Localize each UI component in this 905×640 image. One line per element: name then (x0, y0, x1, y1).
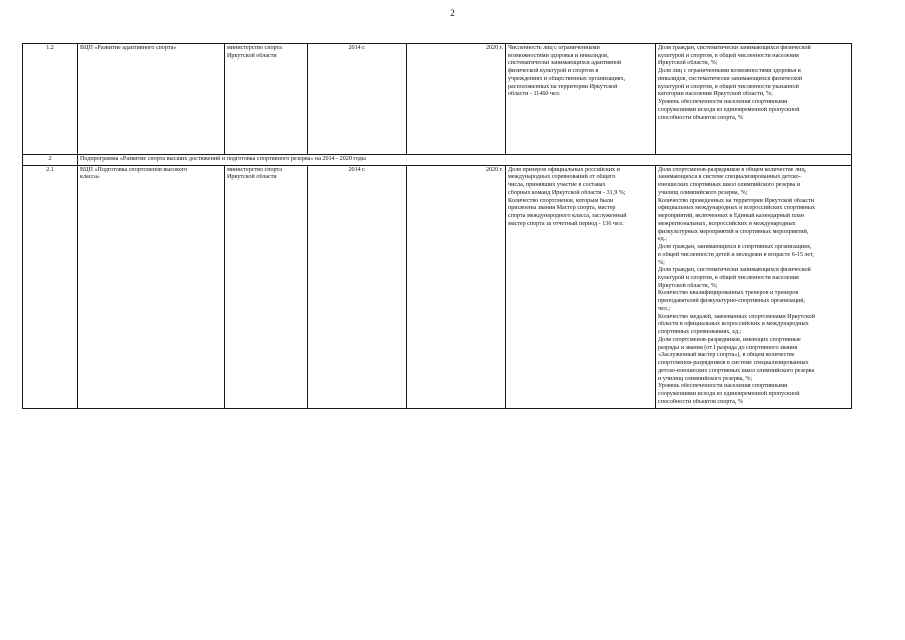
result-line: области - 11460 чел. (508, 91, 561, 98)
indicator-line: детско-юношеских спортивных школ олимпийского резерва (658, 367, 815, 374)
page-number: 2 (450, 8, 455, 18)
indicator-line: спортивных соревнованиях, ед.; (658, 329, 742, 336)
executor-line: министерство спорта (227, 166, 282, 173)
result-line: Численность лиц с ограниченными (508, 45, 600, 51)
result-line: присвоены звания Мастер спорта, мастер (508, 205, 616, 212)
indicator-line: чел.; (658, 305, 671, 312)
indicator-line: области в официальных всероссийских и международных (658, 321, 809, 328)
expected-result (506, 165, 656, 408)
result-line: мастер спорта за отчетный период - 136 чел. (508, 220, 624, 227)
program-table (22, 43, 852, 409)
indicator-line: Количество проведенных на территории Иркутской области (658, 197, 815, 204)
indicator-line: сооружениями исходя из единовременной пропускной (658, 106, 800, 113)
indicator-line: «Заслуженный мастер спорта»), в общем количестве (658, 352, 795, 359)
indicator-line: культурой и спортом, в общей численности населения (658, 52, 799, 59)
indicator-line: юношеских спортивных школ олимпийского резерва и (658, 182, 800, 189)
result-line: международных соревнований от общего (508, 174, 616, 181)
indicator-line: Доля спортсменов-разрядников, имеющих спортивные (658, 336, 801, 343)
indicator-line: %; (658, 259, 665, 266)
indicator-line: спортсменов-разрядников в системе специализированных (658, 360, 809, 367)
subprogram-number: 2 (23, 155, 78, 166)
indicator-line: занимающихся в системе специализированных детско- (658, 174, 801, 181)
indicator-line: способности объектов спорта, % (658, 114, 743, 121)
subprogram-row (23, 155, 852, 166)
result-line: возможностями здоровья и инвалидов, (508, 52, 609, 59)
result-line: систематически занимающихся адаптивной (508, 60, 622, 67)
indicator-line: сооружениями исходя из единовременной пропускной (658, 391, 800, 398)
indicators (656, 165, 852, 408)
indicators (656, 44, 852, 155)
result-line: числа, принявших участие в составах (508, 182, 606, 189)
indicator-line: Количество квалифицированных тренеров и тренеров (658, 290, 799, 297)
indicator-line: физкультурных мероприятий и спортивных мероприятий, (658, 228, 809, 235)
indicator-line: способности объектов спорта, % (658, 398, 743, 405)
indicator-line: Иркутской области, %; (658, 60, 718, 67)
executor-line: Иркутской области (227, 174, 277, 181)
indicator-line: Доля граждан, систематически занимающихся физической (658, 45, 811, 51)
indicator-line: культурой и спортом, в общей численности указанной (658, 83, 799, 90)
indicator-line: Доля лиц с ограниченными возможностями здоровья и (658, 68, 801, 75)
row-number: 1.2 (23, 44, 78, 155)
result-line: Количество спортсменов, которым были (508, 197, 614, 204)
start-year: 2014 г. (308, 44, 407, 155)
indicator-line: межрегиональных, всероссийских и международных (658, 220, 796, 227)
end-year: 2020 г. (407, 165, 506, 408)
indicator-line: официальных международных и всероссийских спортивных (658, 205, 816, 212)
start-year: 2014 г. (308, 165, 407, 408)
executor-line: Иркутской области (227, 52, 277, 59)
result-line: Доля призеров официальных российских и (508, 166, 620, 173)
indicator-line: преподавателей физкультурно-спортивных организаций, (658, 298, 806, 305)
indicator-line: Доля спортсменов-разрядников в общем количестве лиц, (658, 166, 807, 173)
result-line: учреждениях и общественных организациях, (508, 75, 626, 82)
indicator-line: Доля граждан, занимающихся в спортивных организациях, (658, 244, 812, 251)
indicator-line: мероприятий, включенных в Единый календарный план (658, 213, 804, 220)
indicator-line: Количество медалей, завоеванных спортсменами Иркутской (658, 313, 815, 320)
executor-line: министерство спорта (227, 45, 282, 51)
expected-result (506, 44, 656, 155)
indicator-line: культурой и спортом, в общей численности населения (658, 275, 799, 282)
indicator-line: ед.; (658, 236, 667, 243)
indicator-line: Уровень обеспеченности населения спортивными (658, 383, 788, 390)
indicator-line: Уровень обеспеченности населения спортивными (658, 99, 788, 106)
row-number: 2.1 (23, 165, 78, 408)
program-name-line: ВЦП «Развитие адаптивного спорта» (80, 45, 177, 51)
indicator-line: Доля граждан, систематически занимающихся физической (658, 267, 811, 274)
result-line: расположенных на территории Иркутской (508, 83, 618, 90)
executor (225, 165, 308, 408)
table-row-2-1 (23, 165, 852, 408)
indicator-line: училищ олимпийского резерва, %; (658, 189, 748, 196)
indicator-line: категории населения Иркутской области, %; (658, 91, 773, 98)
program-name (78, 165, 225, 408)
indicator-line: Иркутской области, %; (658, 282, 718, 289)
executor (225, 44, 308, 155)
indicator-line: в общей численности детей и молодежи в возрасте 6-15 лет, (658, 251, 814, 258)
result-line: спорта международного класса, заслуженный (508, 213, 627, 220)
program-name (78, 44, 225, 155)
program-name-line: класса» (80, 174, 100, 181)
indicator-line: разряды и звания (от I разряда до спортивного звания (658, 344, 798, 351)
indicator-line: инвалидов, систематически занимающихся физической (658, 75, 803, 82)
result-line: физической культурой и спортом в (508, 68, 599, 75)
table-row-1-2 (23, 44, 852, 155)
program-name-line: ВЦП «Подготовка спортсменов высокого (80, 166, 188, 173)
result-line: сборных команд Иркутской области - 31,9 %; (508, 189, 626, 196)
subprogram-title: Подпрограмма «Развитие спорта высших достижений и подготовка спортивного резерва» на 2014 - 2020 годы (78, 155, 852, 166)
end-year: 2020 г. (407, 44, 506, 155)
indicator-line: и училищ олимпийского резерва, %; (658, 375, 753, 382)
